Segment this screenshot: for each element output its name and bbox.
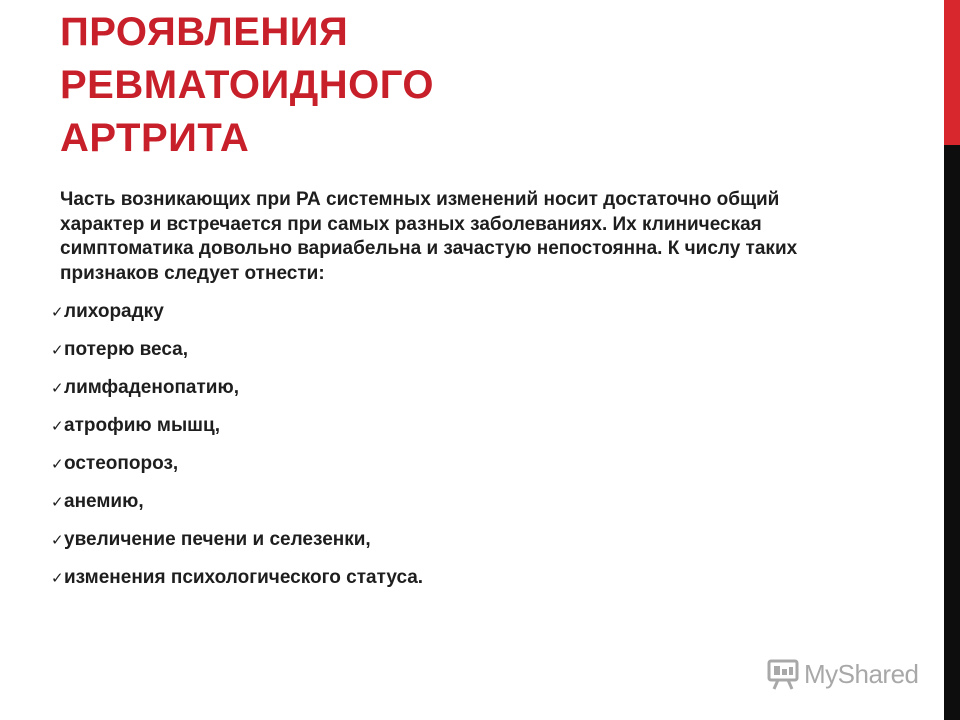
accent-bar-dark bbox=[944, 145, 960, 720]
list-item-text: анемию, bbox=[64, 491, 144, 512]
list-item-text: остеопороз, bbox=[64, 453, 179, 474]
symptom-list bbox=[51, 298, 423, 602]
title-line: РЕВМАТОИДНОГО bbox=[60, 63, 435, 107]
list-item bbox=[51, 374, 423, 412]
accent-bar-red bbox=[944, 0, 960, 145]
list-item-text: лихорадку bbox=[64, 301, 164, 322]
list-item bbox=[51, 336, 423, 374]
list-item bbox=[51, 488, 423, 526]
list-item-text: изменения психологического статуса. bbox=[64, 567, 424, 588]
watermark[interactable] bbox=[766, 656, 926, 692]
watermark-text: MyShared bbox=[804, 658, 919, 689]
checkmark-icon: ✓ bbox=[51, 493, 64, 511]
checkmark-icon: ✓ bbox=[51, 303, 64, 321]
checkmark-icon: ✓ bbox=[51, 379, 64, 397]
title-line: АРТРИТА bbox=[60, 116, 250, 160]
list-item-text: потерю веса, bbox=[64, 339, 188, 360]
list-item bbox=[51, 526, 423, 564]
checkmark-icon: ✓ bbox=[51, 341, 64, 359]
list-item-text: увеличение печени и селезенки, bbox=[64, 529, 371, 550]
list-item-text: лимфаденопатию, bbox=[64, 377, 239, 398]
list-item bbox=[51, 412, 423, 450]
checkmark-icon: ✓ bbox=[51, 569, 64, 587]
list-item bbox=[51, 564, 423, 602]
presentation-board-icon bbox=[766, 657, 800, 691]
title-line: ПРОЯВЛЕНИЯ bbox=[60, 10, 349, 54]
intro-paragraph: Часть возникающих при РА системных изменений носит достаточно общий характер и встречается при самых разных заболеваниях. Их клиническая симптоматика довольно вариабельна и зачастую непостоянна. К числу таких признаков следует отнести: bbox=[60, 189, 798, 284]
slide-title bbox=[60, 6, 920, 165]
list-item bbox=[51, 298, 423, 336]
checkmark-icon: ✓ bbox=[51, 417, 64, 435]
checkmark-icon: ✓ bbox=[51, 531, 64, 549]
list-item bbox=[51, 450, 423, 488]
checkmark-icon: ✓ bbox=[51, 455, 64, 473]
list-item-text: атрофию мышц, bbox=[64, 415, 220, 436]
